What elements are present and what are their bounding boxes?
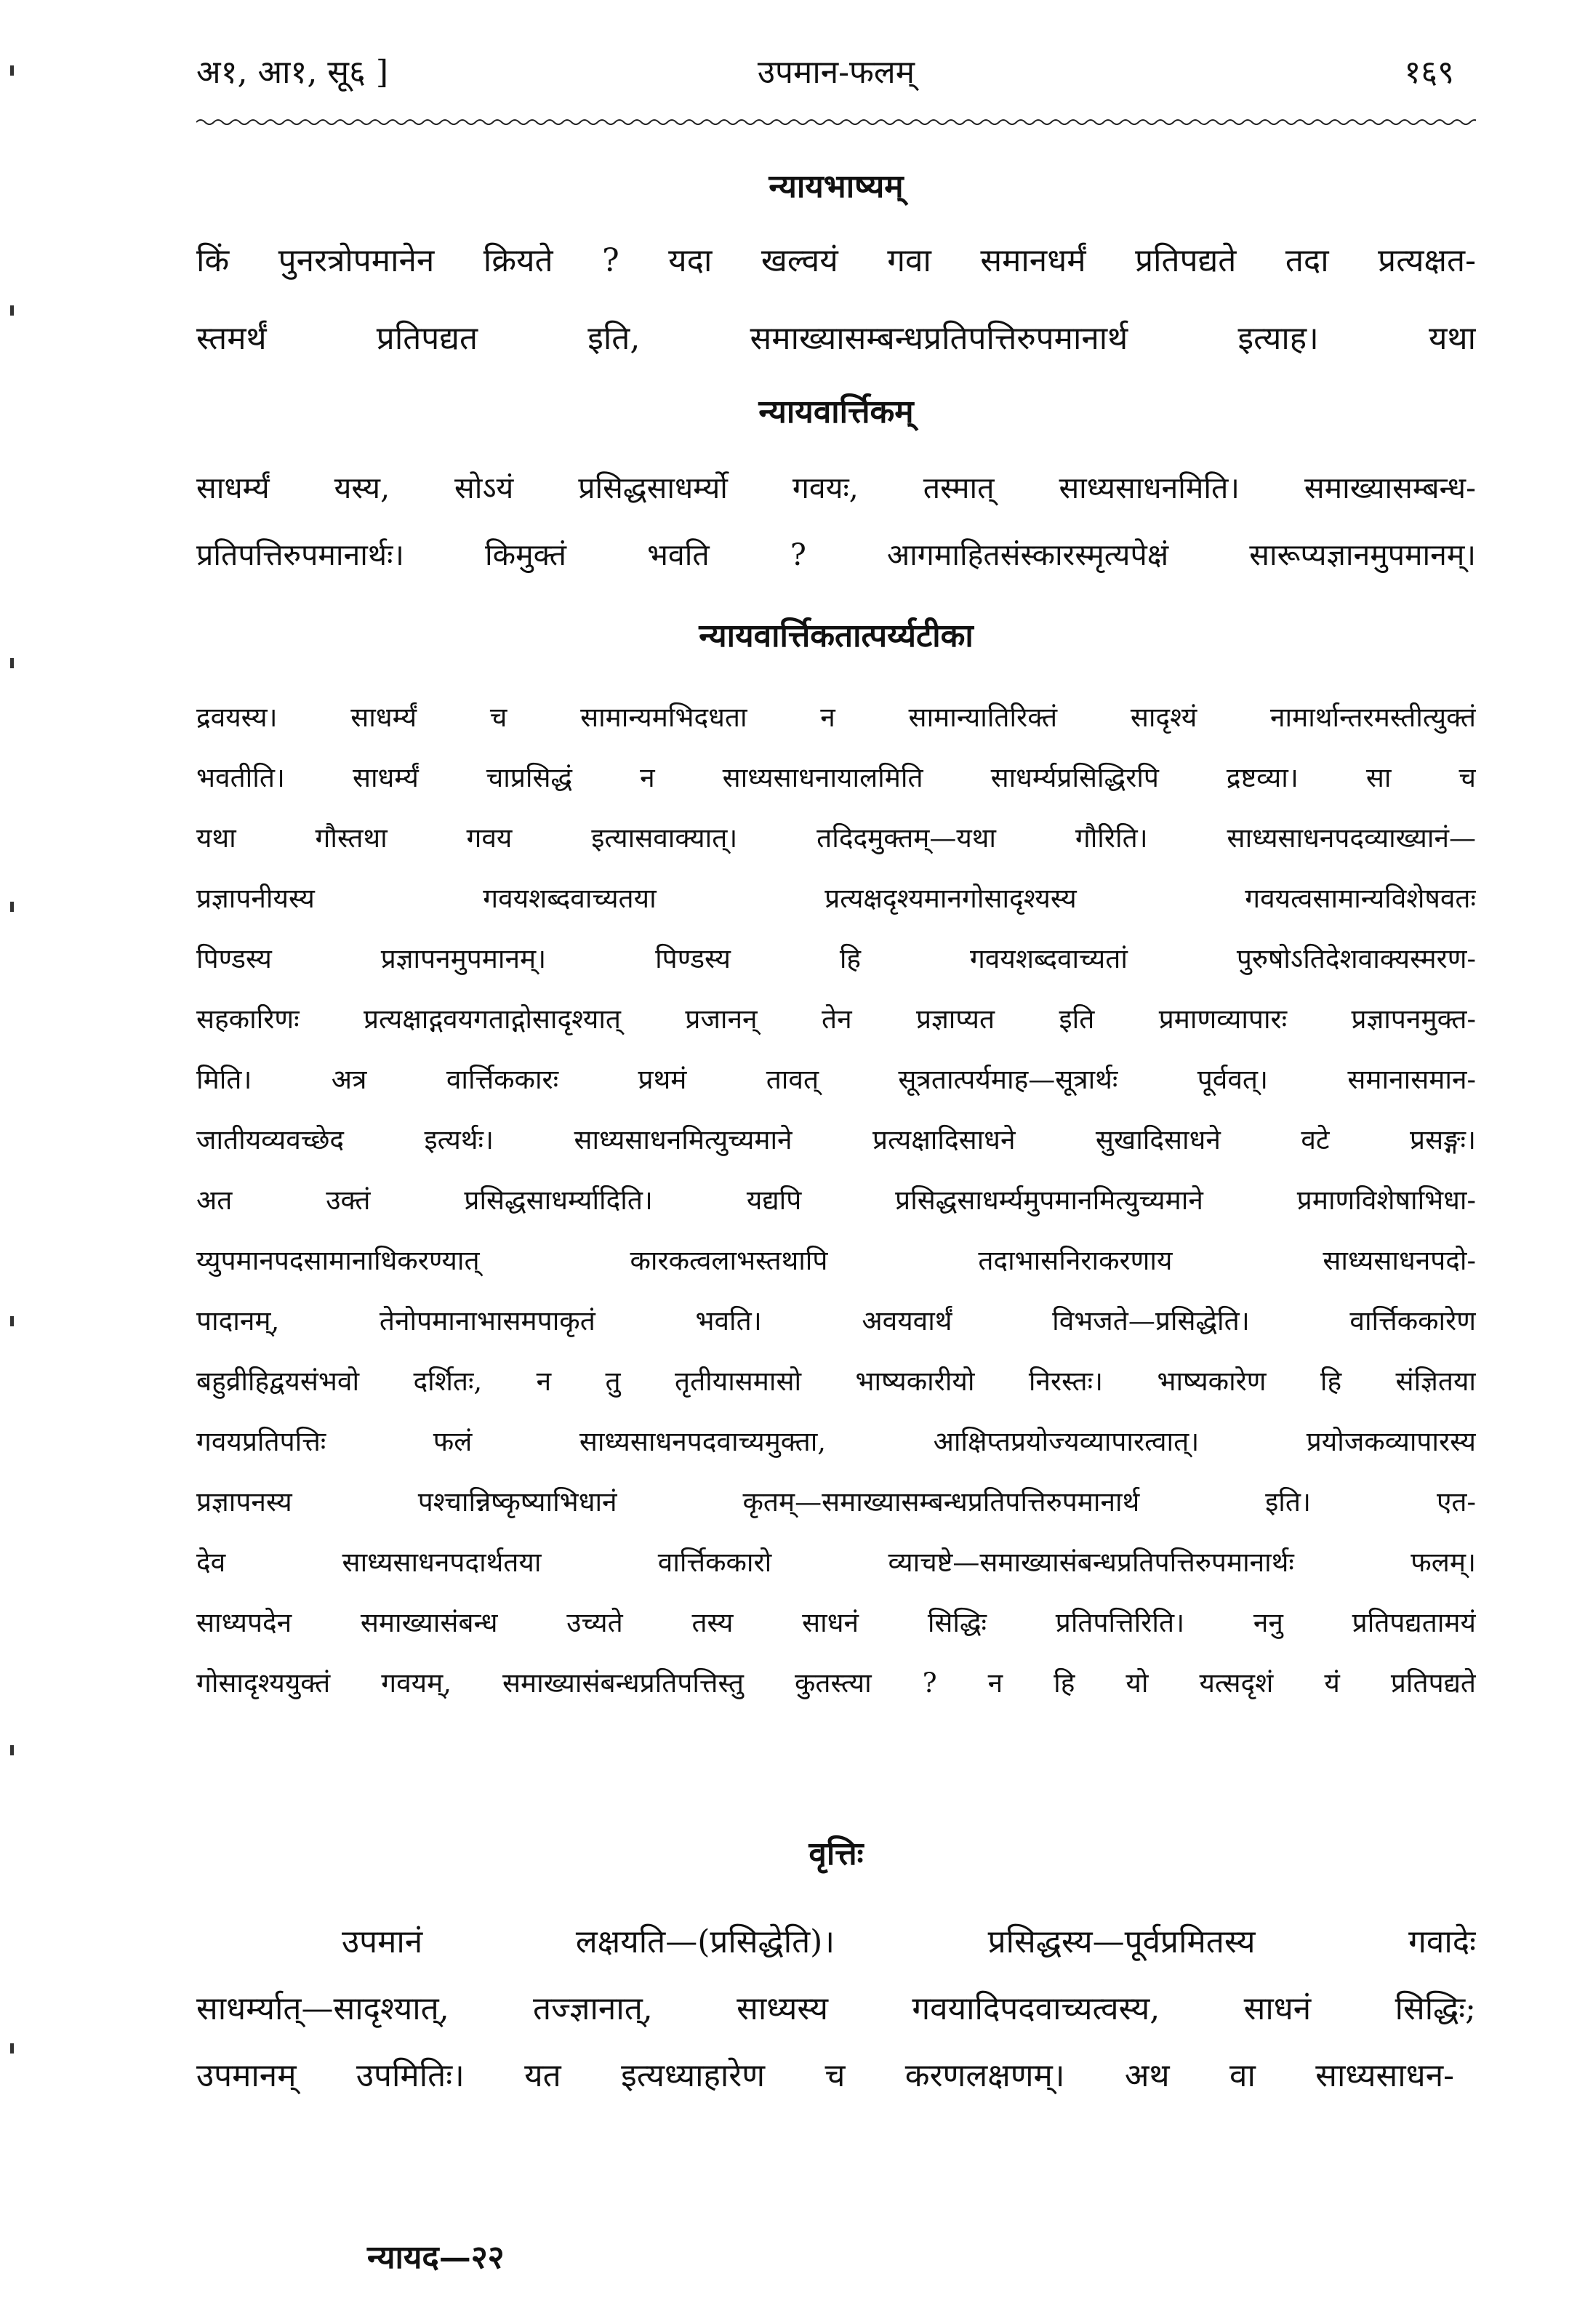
text-line: गवयप्रतिपत्तिः फलं साध्यसाधनपदवाच्यमुक्ता, आक्षिप्तप्रयोज्यव्यापारत्वात्। प्रयोजकव्यापारस्य — [196, 1426, 1476, 1457]
signature-mark: न्यायद—२२ — [367, 2239, 505, 2276]
tika-text — [196, 687, 1476, 1713]
text-line: प्रज्ञापनस्य पश्चान्निष्कृष्याभिधानं कृतम्—समाख्यासम्बन्धप्रतिपत्तिरुपमानार्थ इति। एत- — [196, 1486, 1476, 1518]
text-line: यथा गौस्तथा गवय इत्यासवाक्यात्। तदिदमुक्तम्—यथा गौरिति। साध्यसाधनपदव्याख्यानं— — [196, 822, 1476, 854]
text-line: प्रतिपत्तिरुपमानार्थः। किमुक्तं भवति ? आगमाहितसंस्कारस्मृत्यपेक्षं सारूप्यज्ञानमुपमानम्। — [196, 537, 1476, 572]
text-line: बहुव्रीहिद्वयसंभवो दर्शितः, न तु तृतीयासमासो भाष्यकारीयो निरस्तः। भाष्यकारेण हि संज्ञितया — [196, 1366, 1476, 1397]
text-line: मिति। अत्र वार्त्तिककारः प्रथमं तावत् सूत्रतात्पर्यमाह—सूत्रार्थः पूर्ववत्। समानासमान- — [196, 1064, 1476, 1095]
wavy-rule — [196, 116, 1476, 128]
text-line: भवतीति। साधर्म्यं चाप्रसिद्धं न साध्यसाधनायालमिति साधर्म्यप्रसिद्धिरपि द्रष्टव्या। सा च — [196, 762, 1476, 793]
text-line: सहकारिणः प्रत्यक्षाद्गवयगताद्गोसादृश्यात् प्रजानन् तेन प्रज्ञाप्यत इति प्रमाणव्यापारः प्रज्ञापनमुक्त- — [196, 1003, 1476, 1035]
margin-speck — [10, 305, 14, 316]
margin-speck — [10, 658, 14, 668]
vartikam-text — [196, 454, 1476, 588]
vrtti-text — [196, 1909, 1476, 2109]
heading-vrtti: वृत्तिः — [808, 1835, 864, 1872]
text-line: किं पुनरत्रोपमानेन क्रियते ? यदा खल्वयं गवा समानधर्मं प्रतिपद्यते तदा प्रत्यक्षत- — [196, 242, 1476, 279]
margin-speck — [10, 902, 14, 912]
text-line: साध्यपदेन समाख्यासंबन्ध उच्यते तस्य साधनं सिद्धिः प्रतिपत्तिरिति। ननु प्रतिपद्यतामयं — [196, 1607, 1476, 1638]
text-line: य्युपमानपदसामानाधिकरण्यात् कारकत्वलाभस्तथापि तदाभासनिराकरणाय साध्यसाधनपदो- — [196, 1245, 1476, 1276]
text-line: साधर्म्यं यस्य, सोऽयं प्रसिद्धसाधर्म्यो गवयः, तस्मात् साध्यसाधनमिति। समाख्यासम्बन्ध- — [196, 470, 1476, 505]
heading-nyaya-bhashyam: न्यायभाष्यम् — [769, 168, 904, 205]
chapter-reference: अ१, आ१, सू६ ] — [196, 54, 389, 91]
text-line: प्रज्ञापनीयस्य गवयशब्दवाच्यतया प्रत्यक्षदृश्यमानगोसादृश्यस्य गवयत्वसामान्यविशेषवतः — [196, 883, 1476, 914]
bhashyam-text — [196, 222, 1476, 377]
running-header — [196, 40, 1476, 105]
text-line: पादानम्, तेनोपमानाभासमपाकृतं भवति। अवयवार्थं विभजते—प्रसिद्धेति। वार्त्तिककारेण — [196, 1305, 1476, 1337]
text-line: साधर्म्यात्—सादृश्यात्, तज्ज्ञानात्, साध्यस्य गवयादिपदवाच्यत्वस्य, साधनं सिद्धिः; — [196, 1990, 1476, 2027]
text-line: पिण्डस्य प्रज्ञापनमुपमानम्। पिण्डस्य हि गवयशब्दवाच्यतां पुरुषोऽतिदेशवाक्यस्मरण- — [196, 943, 1476, 974]
heading-tatparya-tika: न्यायवार्त्तिकतात्पर्य्यटीका — [699, 617, 974, 654]
text-line: उपमानम् उपमितिः। यत इत्यध्याहारेण च करणलक्षणम्। अथ वा साध्यसाधन- — [196, 2057, 1454, 2094]
text-line: जातीयव्यवच्छेद इत्यर्थः। साध्यसाधनमित्युच्यमाने प्रत्यक्षादिसाधने सुखादिसाधने वटे प्रसङ्गः। — [196, 1124, 1476, 1155]
margin-speck — [10, 65, 14, 76]
running-title: उपमान-फलम् — [757, 54, 915, 91]
heading-nyaya-vartikam: न्यायवार्त्तिकम् — [758, 393, 914, 430]
text-line: स्तमर्थं प्रतिपद्यत इति, समाख्यासम्बन्धप्रतिपत्तिरुपमानार्थ इत्याह। यथा — [196, 320, 1476, 357]
text-line: अत उक्तं प्रसिद्धसाधर्म्यादिति। यद्यपि प्रसिद्धसाधर्म्यमुपमानमित्युच्यमाने प्रमाणविशेषाभिधा- — [196, 1185, 1476, 1216]
text-line: द्रवयस्य। साधर्म्यं च सामान्यमभिदधता न सामान्यातिरिक्तं सादृश्यं नामार्थान्तरमस्तीत्युक्तं — [196, 702, 1476, 733]
page-number: १६९ — [1404, 54, 1454, 91]
margin-speck — [10, 1316, 14, 1326]
margin-speck — [10, 2043, 14, 2053]
text-line: देव साध्यसाधनपदार्थतया वार्त्तिककारो व्याचष्टे—समाख्यासंबन्धप्रतिपत्तिरुपमानार्थः फलम्। — [196, 1547, 1476, 1578]
margin-speck — [10, 1745, 14, 1755]
text-line: उपमानं लक्षयति—(प्रसिद्धेति)। प्रसिद्धस्य—पूर्वप्रमितस्य गवादेः — [342, 1923, 1476, 1960]
text-line: गोसादृश्ययुक्तं गवयम्, समाख्यासंबन्धप्रतिपत्तिस्तु कुतस्त्या ? न हि यो यत्सदृशं यं प्रतिपद्यते — [196, 1667, 1476, 1699]
